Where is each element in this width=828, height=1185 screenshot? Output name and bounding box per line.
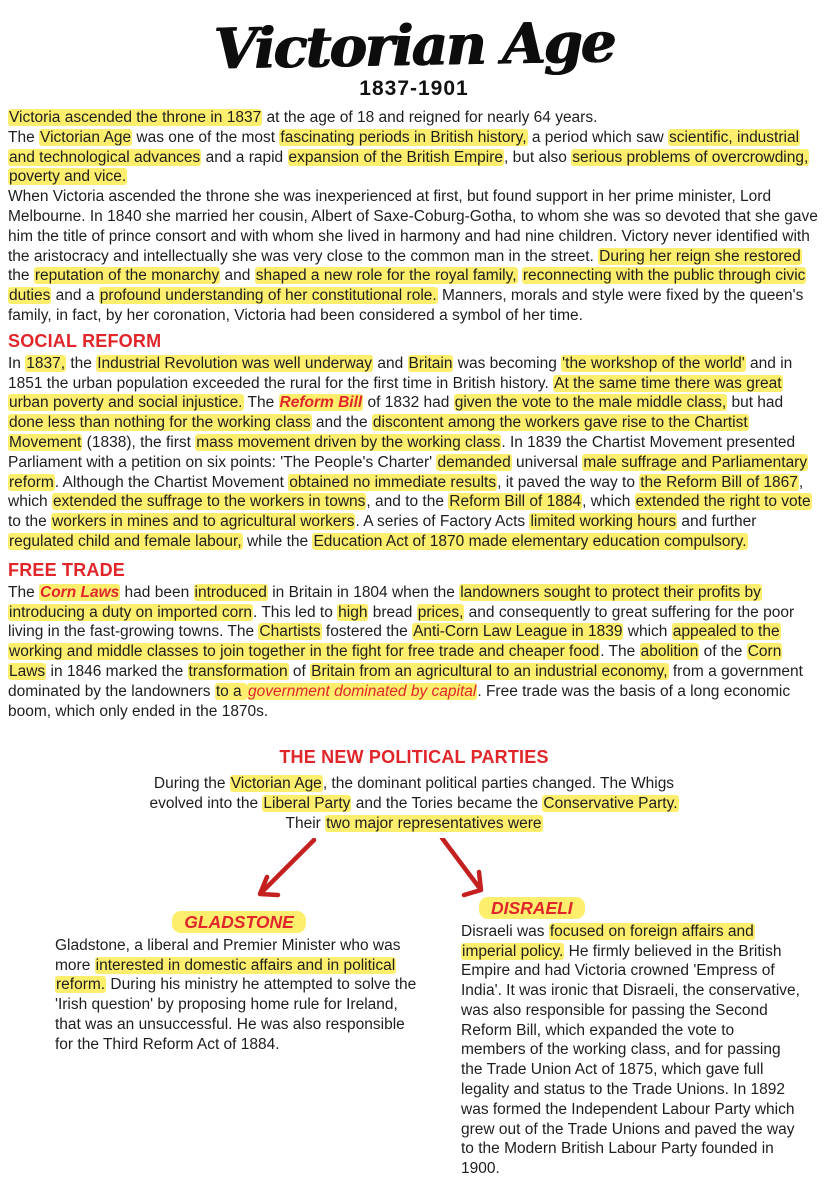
text-run: in 1846 marked the xyxy=(46,662,188,680)
highlighted-text-run: obtained no immediate results xyxy=(289,473,497,491)
highlighted-text-run: government dominated by capital xyxy=(247,682,477,700)
free-trade-paragraph xyxy=(8,583,820,722)
highlighted-text-run: to a xyxy=(215,682,246,700)
text-run: . Free trade was the basis of a long economic boom, which only ended in the 1870s. xyxy=(8,682,791,720)
highlighted-text-run: scientific, industrial and technological advances xyxy=(9,128,800,166)
highlighted-text-run: Liberal Party xyxy=(263,795,351,813)
text-run: The xyxy=(8,128,40,146)
highlighted-text-run: high xyxy=(338,603,368,621)
text-run: universal xyxy=(511,453,583,471)
text-run: at the age of 18 and reigned for nearly 64 years. xyxy=(262,109,598,126)
highlighted-text-run: At the same time there was great urban poverty and social injustice. xyxy=(9,374,782,412)
highlighted-text-run: Victorian Age xyxy=(230,775,322,793)
gladstone-column xyxy=(55,912,423,1179)
text-run: but had xyxy=(727,394,784,412)
section-heading-new-political-parties: THE NEW POLITICAL PARTIES xyxy=(279,747,549,768)
disraeli-heading: DISRAELI xyxy=(479,897,585,919)
disraeli-paragraph xyxy=(461,922,803,1179)
highlighted-text-run: given the vote to the male middle class, xyxy=(454,394,727,412)
text-run: During his ministry he attempted to solve the 'Irish question' by proposing home rule for Ireland, that was an unsuccessful. He was also responsible for the Third Reform Act of 1884. xyxy=(55,976,417,1053)
social-reform-paragraph xyxy=(8,354,820,552)
highlighted-text-run: fascinating periods in British history, xyxy=(280,128,527,146)
text-run: . In 1839 the Chartist Movement presented Parliament with a petition on six points: 'The People's Charter' xyxy=(8,433,796,471)
text-run: . This led to xyxy=(252,603,338,621)
section-heading-free-trade: FREE TRADE xyxy=(8,559,126,580)
text-run: , which xyxy=(582,493,635,511)
down-right-arrow-icon xyxy=(442,838,481,895)
text-run: to the xyxy=(8,513,52,531)
text-run: while the xyxy=(242,532,313,550)
highlighted-text-run: focused on foreign affairs and imperial policy. xyxy=(462,922,754,960)
highlighted-text-run: Education Act of 1870 made elementary education compulsory. xyxy=(313,532,747,550)
highlighted-text-run: Reform Bill of 1884 xyxy=(449,493,582,511)
text-run: , the dominant political parties changed. The Whigs xyxy=(322,775,675,793)
text-run: When Victoria ascended the throne she was inexperienced at first, but found support in her prime minister, Lord Melbourne. In 1840 she married her cousin, Albert of Saxe-Coburg-Gotha, to whom she was so devoted that she gave him the title of prince consort and with whom she lived in harmony and had nine children. Victory never identified with the aristocracy and intellectually she was very close to the common man in the street. xyxy=(8,188,818,265)
text-run: The xyxy=(8,583,40,601)
disraeli-column xyxy=(461,898,803,1179)
text-run: evolved into the xyxy=(149,795,263,813)
highlighted-text-run: workers in mines and to agricultural workers xyxy=(52,513,355,531)
title-block xyxy=(8,9,820,100)
highlighted-text-run: extended the suffrage to the workers in towns xyxy=(52,493,366,511)
text-run: Their xyxy=(285,814,326,832)
text-run: had been xyxy=(120,583,194,601)
gladstone-heading: GLADSTONE xyxy=(172,911,306,933)
text-run: He firmly believed in the British Empire and had Victoria crowned 'Empress of India'. It was ironic that Disraeli, the conservative, was also responsible for passing the Second Reform Bill, which expanded the vote to members of the working class, and for passing the Trade Union Act of 1875, which gave full legality and status to the Trade Unions. In 1892 was formed the Independent Labour Party which grew out of the Trade Unions and paved the way to the Modern British Labour Party founded in 1900. xyxy=(461,942,800,1178)
highlighted-text-run: regulated child and female labour, xyxy=(9,532,242,550)
text-run: from a government dominated by the landowners xyxy=(8,662,803,700)
text-run: the xyxy=(8,267,34,285)
highlighted-text-run: appealed to the working and middle classes to join together in the fight for free trade and cheaper food xyxy=(9,623,780,661)
highlighted-text-run: Conservative Party. xyxy=(543,795,678,813)
text-run: which xyxy=(623,623,672,641)
text-run: Gladstone, a liberal and Premier Minister who was more xyxy=(55,936,401,974)
highlighted-text-run: two major representatives were xyxy=(326,814,542,832)
highlighted-text-run: profound understanding of her constitutional role. xyxy=(99,287,437,305)
text-run: and consequently to great suffering for the poor living in the fast-growing towns. The xyxy=(8,603,795,641)
text-run: and the xyxy=(311,414,372,432)
text-run: The xyxy=(243,394,279,412)
highlighted-text-run: landowners sought to protect their profits by introducing a duty on imported corn xyxy=(9,583,761,621)
text-run: and further xyxy=(677,513,757,531)
text-run: (1838), the first xyxy=(82,433,196,451)
highlighted-text-run: Chartists xyxy=(259,623,321,641)
gladstone-heading-row xyxy=(55,912,423,933)
highlighted-text-run: shaped a new role for the royal family, xyxy=(255,267,517,285)
text-run: fostered the xyxy=(321,623,413,641)
document-page xyxy=(0,9,828,1179)
text-run: Manners, morals and style were fixed by the queen's family, in fact, by her coronation, Victoria had been considered a symbol of her time. xyxy=(8,287,804,324)
highlighted-text-run: During her reign she restored xyxy=(599,247,801,265)
text-run: was becoming xyxy=(453,354,562,372)
page-title: Victorian Age xyxy=(213,9,615,83)
text-run: and in 1851 the urban population exceeded the rural for the first time in British history. xyxy=(8,354,793,392)
highlighted-text-run: mass movement driven by the working class xyxy=(196,433,501,451)
text-run: and a rapid xyxy=(201,148,288,166)
highlighted-text-run: serious problems of overcrowding, xyxy=(572,148,809,166)
down-left-arrow-icon xyxy=(260,840,314,895)
highlighted-text-run: limited working hours xyxy=(530,513,677,531)
parties-paragraph xyxy=(8,774,820,833)
highlighted-text-run: male suffrage and Parliamentary reform xyxy=(9,453,808,491)
highlighted-text-run: transformation xyxy=(188,662,288,680)
text-run: of 1832 had xyxy=(363,394,454,412)
text-run: In xyxy=(8,354,26,372)
highlighted-text-run: Industrial Revolution was well underway xyxy=(97,354,373,372)
annotation-arrows xyxy=(8,838,820,898)
text-run: and xyxy=(373,354,408,372)
title-years: 1837-1901 xyxy=(359,77,469,100)
highlighted-text-run: 1837, xyxy=(26,354,66,372)
highlighted-text-run: done less than nothing for the working class xyxy=(9,414,311,432)
highlighted-text-run: Victorian Age xyxy=(40,128,132,146)
text-run: . Although the Chartist Movement xyxy=(54,473,289,491)
text-run: , which xyxy=(8,473,804,511)
highlighted-text-run: Corn Laws xyxy=(9,643,782,680)
highlighted-text-run: Anti-Corn Law League in 1839 xyxy=(413,623,623,641)
highlighted-text-run: introduced xyxy=(194,583,267,601)
highlighted-text-run: interested in domestic affairs and in political reform. xyxy=(56,956,396,994)
text-run: a period which saw xyxy=(527,128,668,146)
text-run: During the xyxy=(153,775,230,793)
disraeli-heading-row xyxy=(479,898,803,919)
two-column-section xyxy=(8,898,820,1179)
highlighted-text-run: Corn Laws xyxy=(40,583,120,601)
highlighted-text-run: demanded xyxy=(437,453,511,471)
text-run: and the Tories became the xyxy=(351,795,543,813)
text-run: and xyxy=(220,267,255,285)
highlighted-text-run: abolition xyxy=(640,643,699,661)
text-run: , and to the xyxy=(366,493,449,511)
highlighted-text-run: Britain xyxy=(408,354,453,372)
text-run: . The xyxy=(600,643,640,661)
highlighted-text-run: Reform Bill xyxy=(279,394,363,412)
text-run: the xyxy=(66,354,97,372)
highlighted-text-run: Britain from an agricultural to an industrial economy, xyxy=(311,662,668,680)
section-heading-social-reform: SOCIAL REFORM xyxy=(8,330,162,351)
text-run: bread xyxy=(368,603,417,621)
highlighted-text-run: prices, xyxy=(417,603,464,621)
text-run: and a xyxy=(51,287,99,305)
highlighted-text-run: expansion of the British Empire xyxy=(288,148,504,166)
text-run: of the xyxy=(699,643,747,661)
text-run: . A series of Factory Acts xyxy=(355,513,530,531)
highlighted-text-run: 'the workshop of the world' xyxy=(562,354,745,372)
text-run: was one of the most xyxy=(132,128,280,146)
text-run: in Britain in 1804 when the xyxy=(267,583,460,601)
text-run: of xyxy=(288,662,311,680)
text-run: , it paved the way to xyxy=(497,473,640,491)
highlighted-text-run: Victoria ascended the throne in 1837 xyxy=(9,109,262,126)
highlighted-text-run: reputation of the monarchy xyxy=(34,267,220,285)
highlighted-text-run: discontent among the workers gave rise to the Chartist Movement xyxy=(9,414,748,451)
gladstone-paragraph xyxy=(55,936,423,1055)
highlighted-text-run: reconnecting with the public through civic duties xyxy=(9,267,806,305)
intro-paragraph xyxy=(8,108,820,326)
highlighted-text-run: extended the right to vote xyxy=(635,493,811,511)
highlighted-text-run: poverty and vice. xyxy=(9,168,127,186)
text-run: Disraeli was xyxy=(461,922,549,940)
highlighted-text-run: the Reform Bill of 1867 xyxy=(640,473,798,491)
text-run: , but also xyxy=(504,148,572,166)
